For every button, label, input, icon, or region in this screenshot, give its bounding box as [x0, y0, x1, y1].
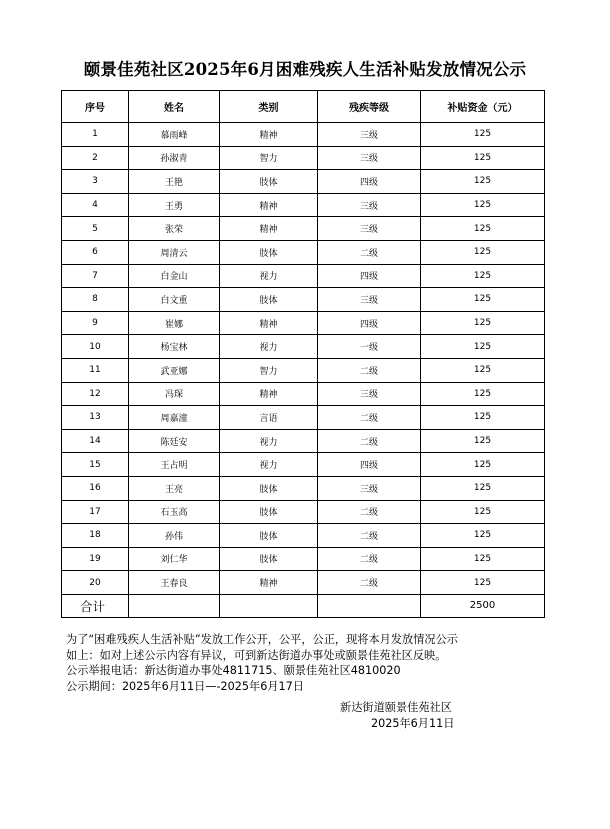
cell-name: 白金山 [129, 264, 220, 288]
table-header-row [62, 91, 545, 123]
cell-index: 4 [62, 193, 129, 217]
cell-name: 周嘉潼 [129, 406, 220, 430]
cell-subsidy-amount: 125 [421, 264, 545, 288]
cell-subsidy-amount: 125 [421, 382, 545, 406]
cell-disability-level: 三级 [318, 288, 421, 312]
cell-subsidy-amount: 125 [421, 571, 545, 595]
cell-name: 武亚娜 [129, 358, 220, 382]
cell-name: 王春良 [129, 571, 220, 595]
cell-index: 18 [62, 524, 129, 548]
cell-disability-level: 二级 [318, 429, 421, 453]
cell-subsidy-amount: 125 [421, 524, 545, 548]
cell-subsidy-amount: 125 [421, 429, 545, 453]
cell-name: 孙淑青 [129, 146, 220, 170]
table-row [62, 500, 545, 524]
table-row [62, 382, 545, 406]
notice-line: 公示举报电话：新达街道办事处4811715、颐景佳苑社区4810020 [66, 664, 401, 677]
header-name: 姓名 [129, 91, 220, 123]
cell-category: 言语 [220, 406, 318, 430]
cell-category: 精神 [220, 311, 318, 335]
table-row [62, 358, 545, 382]
cell-name: 陈廷安 [129, 429, 220, 453]
cell-category: 肢体 [220, 524, 318, 548]
table-row [62, 547, 545, 571]
cell-name: 王艳 [129, 170, 220, 194]
cell-category: 精神 [220, 217, 318, 241]
cell-disability-level: 一级 [318, 335, 421, 359]
cell-category: 精神 [220, 571, 318, 595]
table-row [62, 524, 545, 548]
notice-line: 如上：如对上述公示内容有异议，可到新达街道办事处或颐景佳苑社区反映。 [66, 648, 447, 662]
cell-name: 孙伟 [129, 524, 220, 548]
header-index: 序号 [62, 91, 129, 123]
cell-index: 2 [62, 146, 129, 170]
cell-index: 6 [62, 240, 129, 264]
cell-subsidy-amount: 125 [421, 406, 545, 430]
table-row [62, 406, 545, 430]
cell-index: 7 [62, 264, 129, 288]
cell-subsidy-amount: 125 [421, 358, 545, 382]
cell-index: 12 [62, 382, 129, 406]
cell-category: 视力 [220, 453, 318, 477]
cell-category: 精神 [220, 123, 318, 147]
table-row [62, 170, 545, 194]
cell-index: 1 [62, 123, 129, 147]
header-subsidy-amount: 补贴资金（元） [421, 91, 545, 123]
cell-index: 13 [62, 406, 129, 430]
cell-index: 5 [62, 217, 129, 241]
cell-name: 王占明 [129, 453, 220, 477]
cell-subsidy-amount: 125 [421, 240, 545, 264]
cell-disability-level: 二级 [318, 500, 421, 524]
cell-disability-level: 二级 [318, 406, 421, 430]
cell-subsidy-amount: 125 [421, 217, 545, 241]
cell-index: 20 [62, 571, 129, 595]
cell-disability-level: 二级 [318, 571, 421, 595]
notice-line: 公示期间：2025年6月11日—-2025年6月17日 [66, 679, 304, 693]
total-label: 合计 [62, 594, 129, 617]
cell-subsidy-amount: 125 [421, 288, 545, 312]
total-empty-cell [129, 594, 220, 617]
cell-subsidy-amount: 125 [421, 476, 545, 500]
cell-name: 白文重 [129, 288, 220, 312]
cell-name: 石玉高 [129, 500, 220, 524]
cell-subsidy-amount: 125 [421, 335, 545, 359]
cell-index: 10 [62, 335, 129, 359]
cell-index: 3 [62, 170, 129, 194]
cell-subsidy-amount: 125 [421, 193, 545, 217]
cell-index: 9 [62, 311, 129, 335]
total-empty-cell [318, 594, 421, 617]
cell-subsidy-amount: 125 [421, 500, 545, 524]
cell-category: 视力 [220, 335, 318, 359]
cell-category: 肢体 [220, 476, 318, 500]
total-empty-cell [220, 594, 318, 617]
table-row [62, 571, 545, 595]
cell-name: 崔娜 [129, 311, 220, 335]
cell-index: 11 [62, 358, 129, 382]
cell-subsidy-amount: 125 [421, 123, 545, 147]
table-row [62, 335, 545, 359]
table-row [62, 453, 545, 477]
table-row [62, 311, 545, 335]
cell-disability-level: 四级 [318, 311, 421, 335]
cell-category: 肢体 [220, 500, 318, 524]
signature-org: 新达街道颐景佳苑社区 [340, 701, 452, 714]
cell-disability-level: 二级 [318, 524, 421, 548]
cell-name: 周清云 [129, 240, 220, 264]
cell-disability-level: 二级 [318, 240, 421, 264]
cell-category: 视力 [220, 264, 318, 288]
page-title: 颐景佳苑社区2025年6月困难残疾人生活补贴发放情况公示 [83, 60, 527, 79]
cell-disability-level: 四级 [318, 264, 421, 288]
cell-index: 8 [62, 288, 129, 312]
cell-disability-level: 三级 [318, 382, 421, 406]
table-row [62, 429, 545, 453]
total-row [62, 594, 545, 617]
table-row [62, 193, 545, 217]
cell-category: 智力 [220, 358, 318, 382]
notice-text [66, 632, 546, 694]
cell-name: 慕雨峰 [129, 123, 220, 147]
cell-category: 肢体 [220, 547, 318, 571]
cell-subsidy-amount: 125 [421, 547, 545, 571]
cell-disability-level: 三级 [318, 217, 421, 241]
cell-name: 张荣 [129, 217, 220, 241]
cell-category: 肢体 [220, 170, 318, 194]
cell-category: 智力 [220, 146, 318, 170]
cell-disability-level: 二级 [318, 358, 421, 382]
cell-subsidy-amount: 125 [421, 453, 545, 477]
cell-name: 冯琛 [129, 382, 220, 406]
cell-disability-level: 三级 [318, 193, 421, 217]
cell-disability-level: 四级 [318, 170, 421, 194]
table-row [62, 217, 545, 241]
cell-category: 精神 [220, 382, 318, 406]
cell-category: 肢体 [220, 240, 318, 264]
cell-name: 王亮 [129, 476, 220, 500]
cell-category: 精神 [220, 193, 318, 217]
cell-disability-level: 三级 [318, 123, 421, 147]
cell-disability-level: 三级 [318, 476, 421, 500]
table-row [62, 146, 545, 170]
cell-name: 刘仁华 [129, 547, 220, 571]
total-value: 2500 [421, 594, 545, 617]
cell-category: 视力 [220, 429, 318, 453]
cell-index: 19 [62, 547, 129, 571]
cell-subsidy-amount: 125 [421, 146, 545, 170]
cell-disability-level: 四级 [318, 453, 421, 477]
cell-index: 14 [62, 429, 129, 453]
table-row [62, 264, 545, 288]
table-row [62, 476, 545, 500]
signature-date: 2025年6月11日 [371, 717, 455, 730]
table-body [62, 123, 545, 595]
cell-subsidy-amount: 125 [421, 311, 545, 335]
header-category: 类别 [220, 91, 318, 123]
cell-name: 王勇 [129, 193, 220, 217]
cell-index: 16 [62, 476, 129, 500]
subsidy-table [61, 90, 545, 618]
table-row [62, 123, 545, 147]
cell-disability-level: 二级 [318, 547, 421, 571]
header-disability-level: 残疾等级 [318, 91, 421, 123]
notice-line: 为了“困难残疾人生活补贴”发放工作公开，公平，公正，现将本月发放情况公示 [66, 633, 458, 646]
cell-disability-level: 三级 [318, 146, 421, 170]
cell-subsidy-amount: 125 [421, 170, 545, 194]
cell-index: 17 [62, 500, 129, 524]
table-row [62, 288, 545, 312]
cell-name: 杨宝林 [129, 335, 220, 359]
table-row [62, 240, 545, 264]
cell-category: 肢体 [220, 288, 318, 312]
cell-index: 15 [62, 453, 129, 477]
